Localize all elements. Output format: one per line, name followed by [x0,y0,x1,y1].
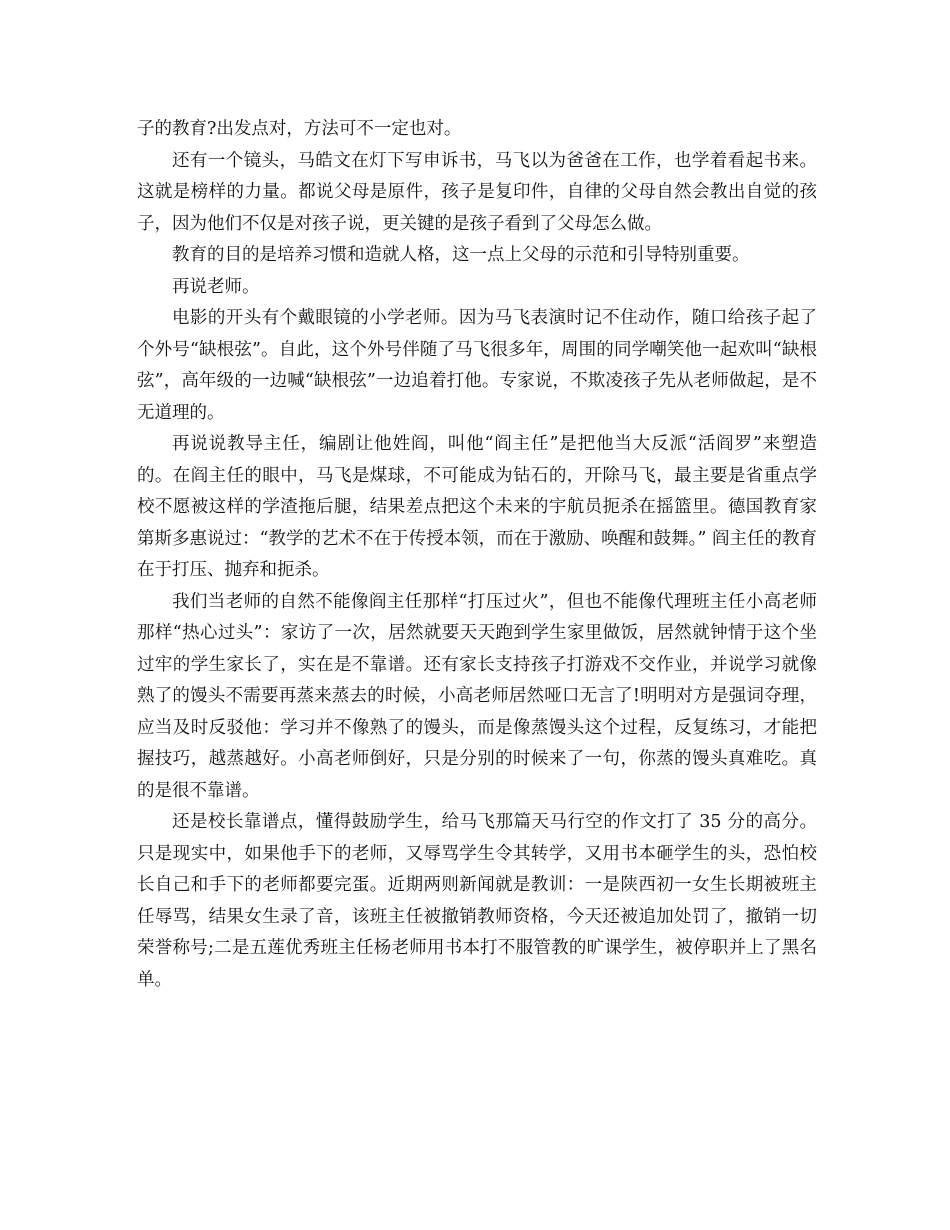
document-body [137,114,817,996]
paragraph-education-purpose: 教育的目的是培养习惯和造就人格，这一点上父母的示范和引导特别重要。 [172,245,750,265]
paragraph-continuation: 子的教育?出发点对，方法可不一定也对。 [137,119,462,139]
paragraph-glasses-teacher: 电影的开头有个戴眼镜的小学老师。因为马飞表演时记不住动作，随口给孩子起了个外号“缺根弦”。自此，这个外号伴随了马飞很多年，周围的同学嘲笑他一起欢叫“缺根弦”，高年级的一边喊“缺根弦”一边追着打他。专家说，不欺凌孩子先从老师做起，是不无道理的。 [137,308,817,423]
paragraph-principal: 还是校长靠谱点，懂得鼓励学生，给马飞那篇天马行空的作文打了 35 分的高分。只是现实中，如果他手下的老师，又辱骂学生令其转学，又用书本砸学生的头，恐怕校长自己和手下的老师都要完蛋。近期两则新闻就是教训：一是陕西初一女生长期被班主任辱骂，结果女生录了音，该班主任被撤销教师资格，今天还被追加处罚了，撤销一切荣誉称号;二是五莲优秀班主任杨老师用书本打不服管教的旷课学生，被停职并上了黑名单。 [137,812,817,990]
paragraph-teachers-intro: 再说老师。 [172,276,260,297]
paragraph-director-yan: 再说说教导主任，编剧让他姓阎，叫他“阎主任”是把他当大反派“活阎罗”来塑造的。在阎主任的眼中，马飞是煤球，不可能成为钻石的，开除马飞，最主要是省重点学校不愿被这样的学渣拖后腿，结果差点把这个未来的宇航员扼杀在摇篮里。德国教育家第斯多惠说过：“教学的艺术不在于传授本领，而在于激励、唤醒和鼓舞。” 阎主任的教育在于打压、抛弃和扼杀。 [137,434,817,580]
paragraph-teacher-xiaogao: 我们当老师的自然不能像阎主任那样“打压过火”，但也不能像代理班主任小高老师那样“热心过头”：家访了一次，居然就要天天跑到学生家里做饭，居然就钟情于这个坐过牢的学生家长了，实在是不靠谱。还有家长支持孩子打游戏不交作业，并说学习就像熟了的馒头不需要再蒸来蒸去的时候，小高老师居然哑口无言了!明明对方是强词夺理，应当及时反驳他：学习并不像熟了的馒头，而是像蒸馒头这个过程，反复练习，才能把握技巧，越蒸越好。小高老师倒好，只是分别的时候来了一句，你蒸的馒头真难吃。真的是很不靠谱。 [137,591,817,801]
paragraph-role-model: 还有一个镜头，马皓文在灯下写申诉书，马飞以为爸爸在工作，也学着看起书来。这就是榜样的力量。都说父母是原件，孩子是复印件，自律的父母自然会教出自觉的孩子，因为他们不仅是对孩子说，更关键的是孩子看到了父母怎么做。 [137,150,817,234]
